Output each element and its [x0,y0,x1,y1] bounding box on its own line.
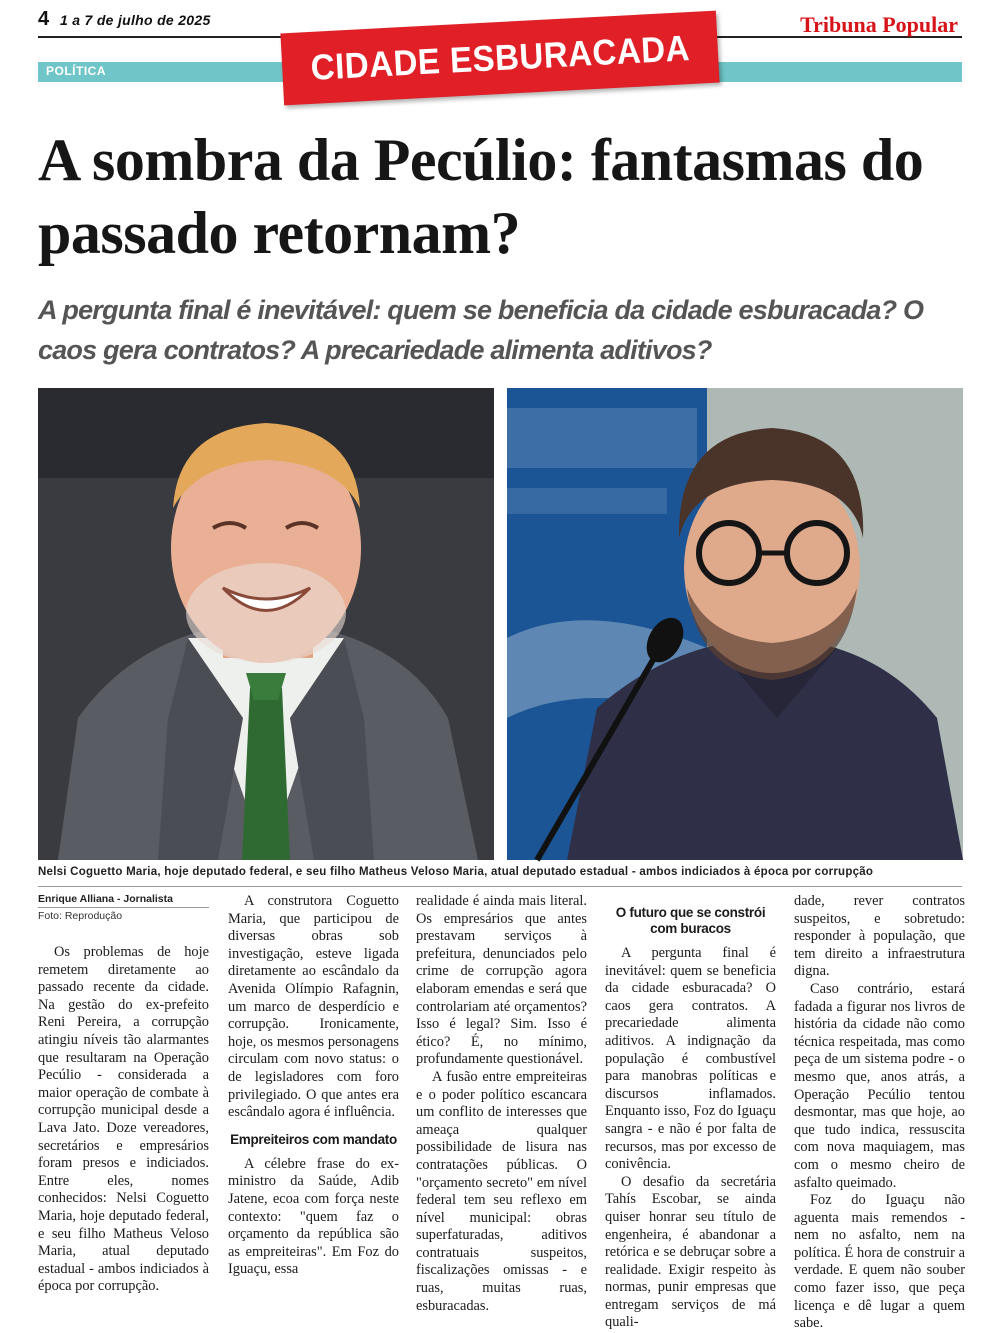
photo-caption: Nelsi Coguetto Maria, hoje deputado federal, e seu filho Matheus Veloso Maria, atual deputado estadual - ambos indiciados à época por corrupção [38,866,874,878]
byline-author: Enrique Alliana - Jornalista [38,893,173,905]
article-paragraph: A pergunta final é inevitável: quem se beneficia da cidade esburacada? O caos gera contratos. A precariedade alimenta aditivos. A indignação da população é combustível para manobras políticas e discursos inflamados. Enquanto isso, Foz do Iguaçu sangra - e não é por falta de recursos, mas por excesso de conivência. [605,945,776,1173]
photo-left [38,388,494,860]
article-column-1 [38,893,209,1296]
article-paragraph: realidade é ainda mais literal. Os empresários que antes prestavam serviços à prefeitura, denunciados pelo crime de corrupção agora elaboram emendas e será que controlariam até orçamentos? Isso é legal? Sim. Isso é ético? É, no mínimo, profundamente questionável. [416,893,587,1068]
issue-date: 1 a 7 de julho de 2025 [60,12,211,28]
article-paragraph: Foz do Iguaçu não aguenta mais remendos - nem no asfalto, nem na política. É hora de construir a verdade. E quem não souber como fazer isso, que peça licença e dê lugar a quem sabe. [794,1192,965,1332]
article-paragraph: A célebre frase do ex-ministro da Saúde, Adib Jatene, ecoa com força neste contexto: "quem faz o orçamento da república são as empreiteiras". Em Foz do Iguaçu, essa [228,1155,399,1278]
article-column-3 [416,893,587,1315]
section-label: POLÍTICA [46,64,106,78]
portrait-older-man-illustration [38,388,494,860]
article-column-5 [794,893,965,1333]
article-paragraph: A construtora Coguetto Maria, que participou de diversas obras sob investigação, esteve ligada diretamente ao escândalo da Avenida Olímpio Rafagnin, um marco de desperdício e corrupção. Ironicamente, hoje, os mesmos personagens circulam com novo status: o de legisladores com foro privilegiado. O que antes era escândalo agora é influência. [228,893,399,1121]
article-paragraph: A fusão entre empreiteiras e o poder político escancara um conflito de interesses que ameaça qualquer possibilidade de lisura nas contratações públicas. O "orçamento secreto" em nível federal tem seu reflexo em nível municipal: obras superfaturadas, aditivos contratuais suspeitos, fiscalizações omissas - e ruas, muitas ruas, esburacadas. [416,1068,587,1314]
section-subtitle: O futuro que se constrói com buracos [615,905,766,936]
photo-credit: Foto: Reprodução [38,910,123,922]
headline: A sombra da Pecúlio: fantasmas do passado retornam? [38,127,924,266]
newspaper-brand: Tribuna Popular [800,12,958,37]
photo-right [507,388,963,860]
article-paragraph: dade, rever contratos suspeitos, e sobretudo: responder à população, que tem direito a infraestrutura digna. [794,893,965,980]
topic-banner [280,11,719,106]
portrait-younger-man-illustration [507,388,963,860]
topic-banner-text: CIDADE ESBURACADA [309,27,691,88]
page-number: 4 [38,8,50,30]
subheadline: A pergunta final é inevitável: quem se beneficia da cidade esburacada? O caos gera contratos? A precariedade alimenta aditivos? [38,295,924,365]
section-subtitle: Empreiteiros com mandato [230,1131,397,1147]
article-paragraph: Os problemas de hoje remetem diretamente ao passado recente da cidade. Na gestão do ex-prefeito Reni Pereira, a corrupção atingiu níveis tão alarmantes que resultaram na Operação Pecúlio - considerada a maior operação de combate à corrupção municipal desde a Lava Jato. Doze vereadores, secretários e empresários foram presos e indiciados. Entre eles, nomes conhecidos: Nelsi Coguetto Maria, hoje deputado federal, e seu filho Matheus Veloso Maria, atual deputado estadual - ambos indiciados à época por corrupção. [38,944,209,1295]
article-column-2 [228,893,399,1279]
article-paragraph: O desafio da secretária Tahís Escobar, se ainda quiser honrar seu título de engenheira, é abandonar a retórica e se debruçar sobre a realidade. Exigir respeito às normas, punir empresas que entregam serviços de má quali- [605,1173,776,1331]
article-column-4 [605,893,776,1332]
article-paragraph: Caso contrário, estará fadada a figurar nos livros de história da cidade não como técnica respeitada, mas como peça de um sistema podre - o mesmo que, anos atrás, a Operação Pecúlio tentou desmontar, mas que hoje, ao que tudo indica, ressuscita com nova maquiagem, mas com o mesmo cheiro de asfalto queimado. [794,980,965,1191]
byline-rule [38,907,209,908]
caption-rule [38,886,962,887]
